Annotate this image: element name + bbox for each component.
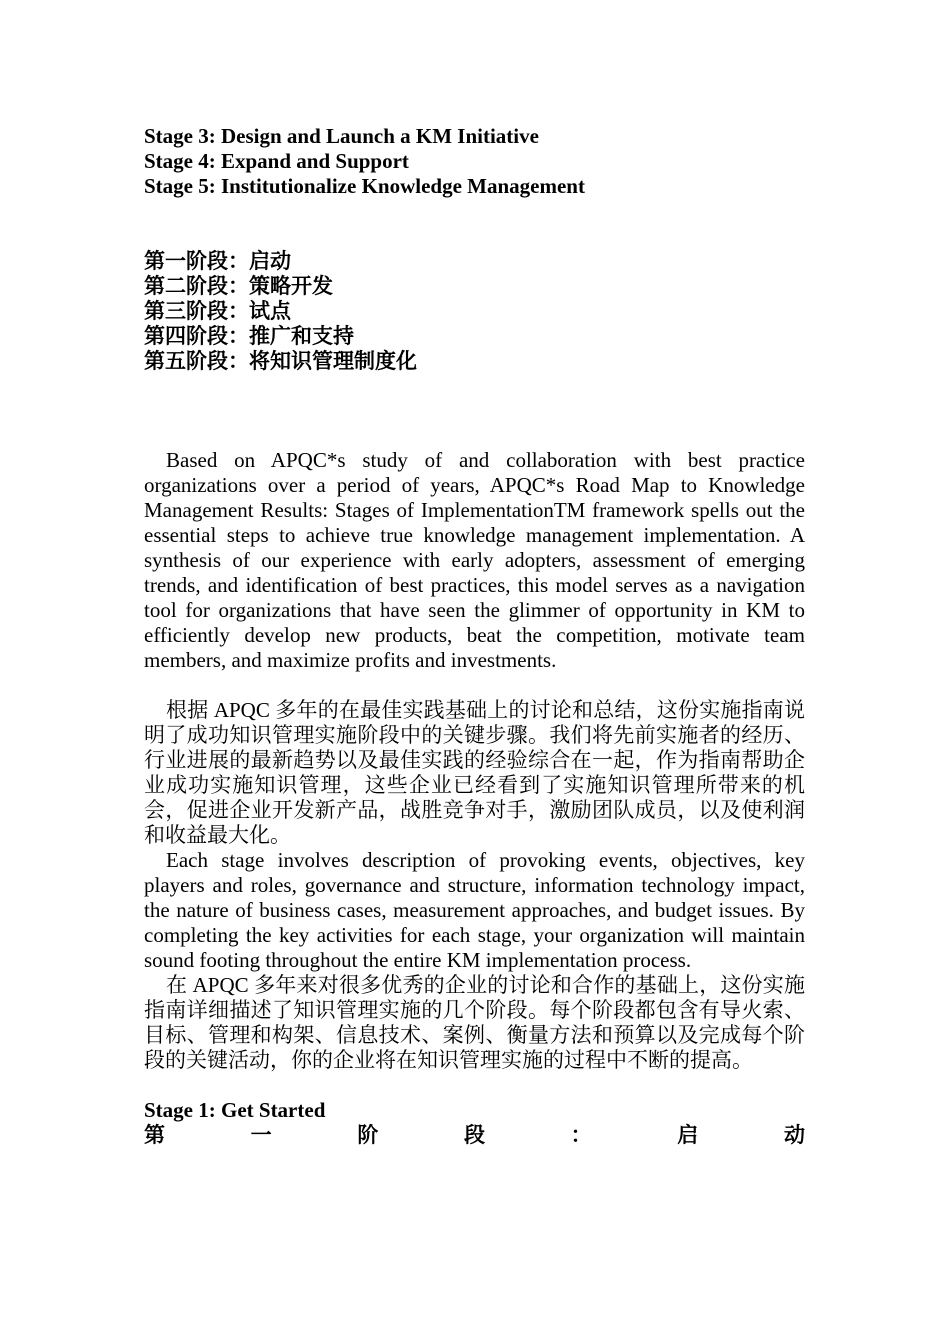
document-page xyxy=(144,124,805,1148)
stage-list-en xyxy=(144,124,805,199)
stage-2-cn: 第二阶段：策略开发 xyxy=(144,274,333,298)
stage-5-title: Stage 5: Institutionalize Knowledge Management xyxy=(144,174,585,198)
stage-list-cn xyxy=(144,249,805,374)
stage-1-cn-char: 一 xyxy=(250,1123,272,1147)
stage-1-cn-char: ： xyxy=(570,1123,592,1147)
paragraph-en-1: Based on APQC*s study of and collaboration with best practice organizations over a period of years, APQC*s Road Map to Knowledge Management Results: Stages of ImplementationTM framework spells out the essential steps to achieve true knowledge management implementation. A synthesis of our experience with early adopters, assessment of emerging trends, and identification of best practices, this model serves as a navigation tool for organizations that have seen the glimmer of opportunity in KM to efficiently develop new products, beat the competition, motivate team members, and maximize profits and investments. xyxy=(144,448,805,672)
stage-1-heading: Stage 1: Get Started xyxy=(144,1098,326,1122)
stage-1-cn-char: 阶 xyxy=(357,1123,379,1147)
stage-1-cn-char: 启 xyxy=(677,1123,699,1147)
stage-4-title: Stage 4: Expand and Support xyxy=(144,149,409,173)
stage-1-cn-char: 动 xyxy=(783,1123,805,1147)
paragraph-cn-1: 根据 APQC 多年的在最佳实践基础上的讨论和总结，这份实施指南说明了成功知识管理实施阶段中的关键步骤。我们将先前实施者的经历、行业进展的最新趋势以及最佳实践的经验综合在一起，作为指南帮助企业成功实施知识管理，这些企业已经看到了实施知识管理所带来的机会，促进企业开发新产品，战胜竞争对手，激励团队成员，以及使利润和收益最大化。 xyxy=(144,698,805,847)
stage-1-cn: 第一阶段：启动 xyxy=(144,249,291,273)
stage-3-title: Stage 3: Design and Launch a KM Initiative xyxy=(144,124,539,148)
paragraph-en-2: Each stage involves description of provoking events, objectives, key players and roles, governance and structure, information technology impact, the nature of business cases, measurement approaches, and budget issues. By completing the key activities for each stage, your organization will maintain sound footing throughout the entire KM implementation process. xyxy=(144,848,805,972)
paragraph-cn-2: 在 APQC 多年来对很多优秀的企业的讨论和合作的基础上，这份实施指南详细描述了知识管理实施的几个阶段。每个阶段都包含有导火索、目标、管理和构架、信息技术、案例、衡量方法和预算以及完成每个阶段的关键活动，你的企业将在知识管理实施的过程中不断的提高。 xyxy=(144,973,805,1072)
stage-1-heading-cn xyxy=(144,1123,805,1148)
stage-1-cn-char: 段 xyxy=(463,1123,485,1147)
stage-3-cn: 第三阶段：试点 xyxy=(144,299,291,323)
stage-1-cn-char: 第 xyxy=(144,1123,165,1147)
stage-5-cn: 第五阶段：将知识管理制度化 xyxy=(144,349,417,373)
stage-4-cn: 第四阶段：推广和支持 xyxy=(144,324,354,348)
